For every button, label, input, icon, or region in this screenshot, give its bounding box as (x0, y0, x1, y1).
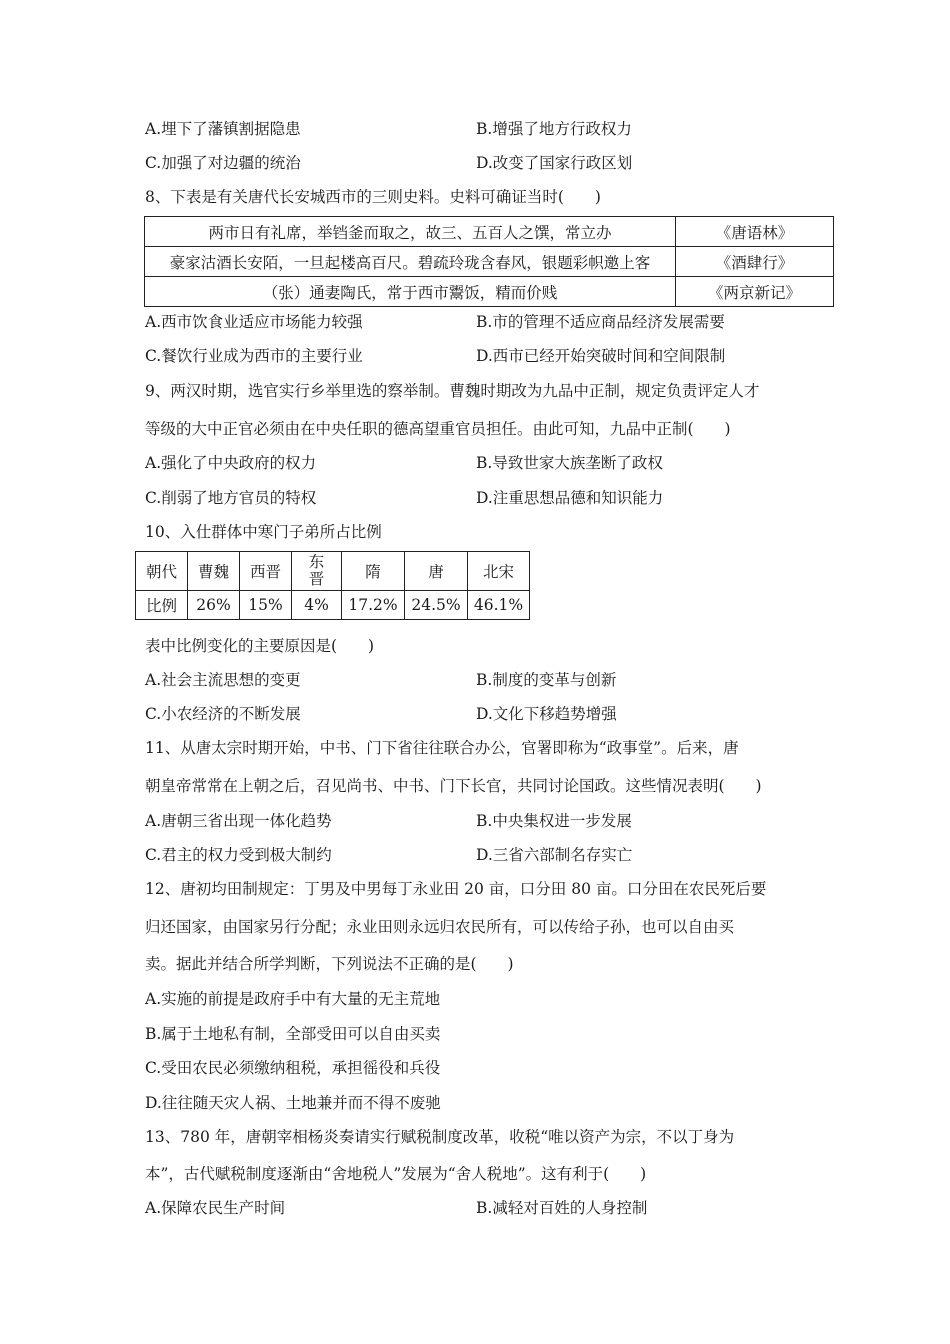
q10-option-c: C.小农经济的不断发展 (145, 705, 301, 723)
q12-option-d: D.往往随天灾人祸、土地兼并而不得不废驰 (145, 1094, 441, 1112)
source-text: （张）通妻陶氏，常于西市鬻饭，精而价贱 (145, 277, 676, 307)
table-header-cell: 朝代 (136, 552, 188, 591)
q12-option-c: C.受田农民必须缴纳租税，承担徭役和兵役 (145, 1059, 441, 1077)
q10-option-b: B.制度的变革与创新 (476, 671, 617, 689)
q13-stem-line-2: 本”，古代赋税制度逐渐由“舍地税人”发展为“舍人税地”。这有利于( ) (145, 1165, 647, 1183)
q7-option-c: C.加强了对边疆的统治 (145, 154, 301, 172)
q10-stem: 表中比例变化的主要原因是( ) (145, 637, 375, 655)
q10-option-a: A.社会主流思想的变更 (145, 671, 301, 689)
table-cell: 26% (188, 591, 240, 620)
table-header-cell: 北宋 (468, 552, 530, 591)
q8-option-a: A.西市饮食业适应市场能力较强 (145, 313, 363, 331)
table-header-cell: 曹魏 (188, 552, 240, 591)
q9-stem-line-2: 等级的大中正官必须由在中央任职的德高望重官员担任。由此可知，九品中正制( ) (145, 420, 731, 438)
q12-stem-line-2: 归还国家，由国家另行分配；永业田则永远归农民所有，可以传给子孙，也可以自由买 (145, 918, 735, 936)
q9-option-b: B.导致世家大族垄断了政权 (476, 454, 663, 472)
source-text: 两市日有礼席，举铛釜而取之，故三、五百人之馔，常立办 (145, 217, 676, 247)
q9-option-c: C.削弱了地方官员的特权 (145, 489, 317, 507)
source-title: 《酒肆行》 (676, 247, 834, 277)
q7-option-d: D.改变了国家行政区划 (476, 154, 633, 172)
table-cell: 46.1% (468, 591, 530, 620)
q9-option-d: D.注重思想品德和知识能力 (476, 489, 664, 507)
q11-stem-line-1: 11、从唐太宗时期开始，中书、门下省往往联合办公，官署即称为“政事堂”。后来，唐 (145, 739, 739, 757)
table-cell: 24.5% (405, 591, 468, 620)
q13-stem-line-1: 13、780 年，唐朝宰相杨炎奏请实行赋税制度改革，收税“唯以资产为宗，不以丁身为 (145, 1128, 735, 1146)
q10-title: 10、入仕群体中寒门子弟所占比例 (145, 523, 382, 541)
q12-stem-line-3: 卖。据此并结合所学判断，下列说法不正确的是( ) (145, 955, 514, 973)
q8-stem: 8、下表是有关唐代长安城西市的三则史料。史料可确证当时( ) (145, 188, 601, 206)
table-header-cell: 唐 (405, 552, 468, 591)
q9-option-a: A.强化了中央政府的权力 (145, 454, 317, 472)
q11-option-a: A.唐朝三省出现一体化趋势 (145, 812, 332, 830)
table-header-cell (292, 552, 342, 591)
table-row (136, 591, 530, 620)
q12-option-b: B.属于土地私有制，全部受田可以自由买卖 (145, 1025, 441, 1043)
q9-stem-line-1: 9、两汉时期，选官实行乡举里选的察举制。曹魏时期改为九品中正制，规定负责评定人才 (145, 382, 760, 400)
q12-stem-line-1: 12、唐初均田制规定：丁男及中男每丁永业田 20 亩，口分田 80 亩。口分田在农民死后要 (145, 880, 767, 898)
q10-option-d: D.文化下移趋势增强 (476, 705, 617, 723)
q11-option-d: D.三省六部制名存实亡 (476, 846, 633, 864)
q12-option-a: A.实施的前提是政府手中有大量的无主荒地 (145, 990, 441, 1008)
table-row (145, 277, 834, 307)
source-title: 《唐语林》 (676, 217, 834, 247)
table-cell: 17.2% (342, 591, 405, 620)
q10-ratio-table (135, 551, 530, 620)
table-row (136, 552, 530, 591)
q8-option-c: C.餐饮行业成为西市的主要行业 (145, 347, 363, 365)
q13-option-b: B.减轻对百姓的人身控制 (476, 1199, 648, 1217)
q11-option-b: B.中央集权进一步发展 (476, 812, 632, 830)
q7-option-a: A.埋下了藩镇割据隐患 (145, 120, 301, 138)
table-row (145, 247, 834, 277)
table-header-cell: 西晋 (240, 552, 292, 591)
table-cell: 15% (240, 591, 292, 620)
q13-option-a: A.保障农民生产时间 (145, 1199, 286, 1217)
source-title: 《两京新记》 (676, 277, 834, 307)
table-row (145, 217, 834, 247)
table-header-cell: 隋 (342, 552, 405, 591)
q8-source-table (144, 216, 834, 307)
q8-option-d: D.西市已经开始突破时间和空间限制 (476, 347, 726, 365)
q11-stem-line-2: 朝皇帝常常在上朝之后，召见尚书、中书、门下长官，共同讨论国政。这些情况表明( ) (145, 777, 762, 795)
table-header-text: 东晋 (308, 553, 325, 588)
q8-option-b: B.市的管理不适应商品经济发展需要 (476, 313, 725, 331)
table-cell: 比例 (136, 591, 188, 620)
table-cell: 4% (292, 591, 342, 620)
q7-option-b: B.增强了地方行政权力 (476, 120, 632, 138)
source-text: 豪家沽酒长安陌，一旦起楼高百尺。碧疏玲珑含春风，银题彩帜邀上客 (145, 247, 676, 277)
q11-option-c: C.君主的权力受到极大制约 (145, 846, 332, 864)
